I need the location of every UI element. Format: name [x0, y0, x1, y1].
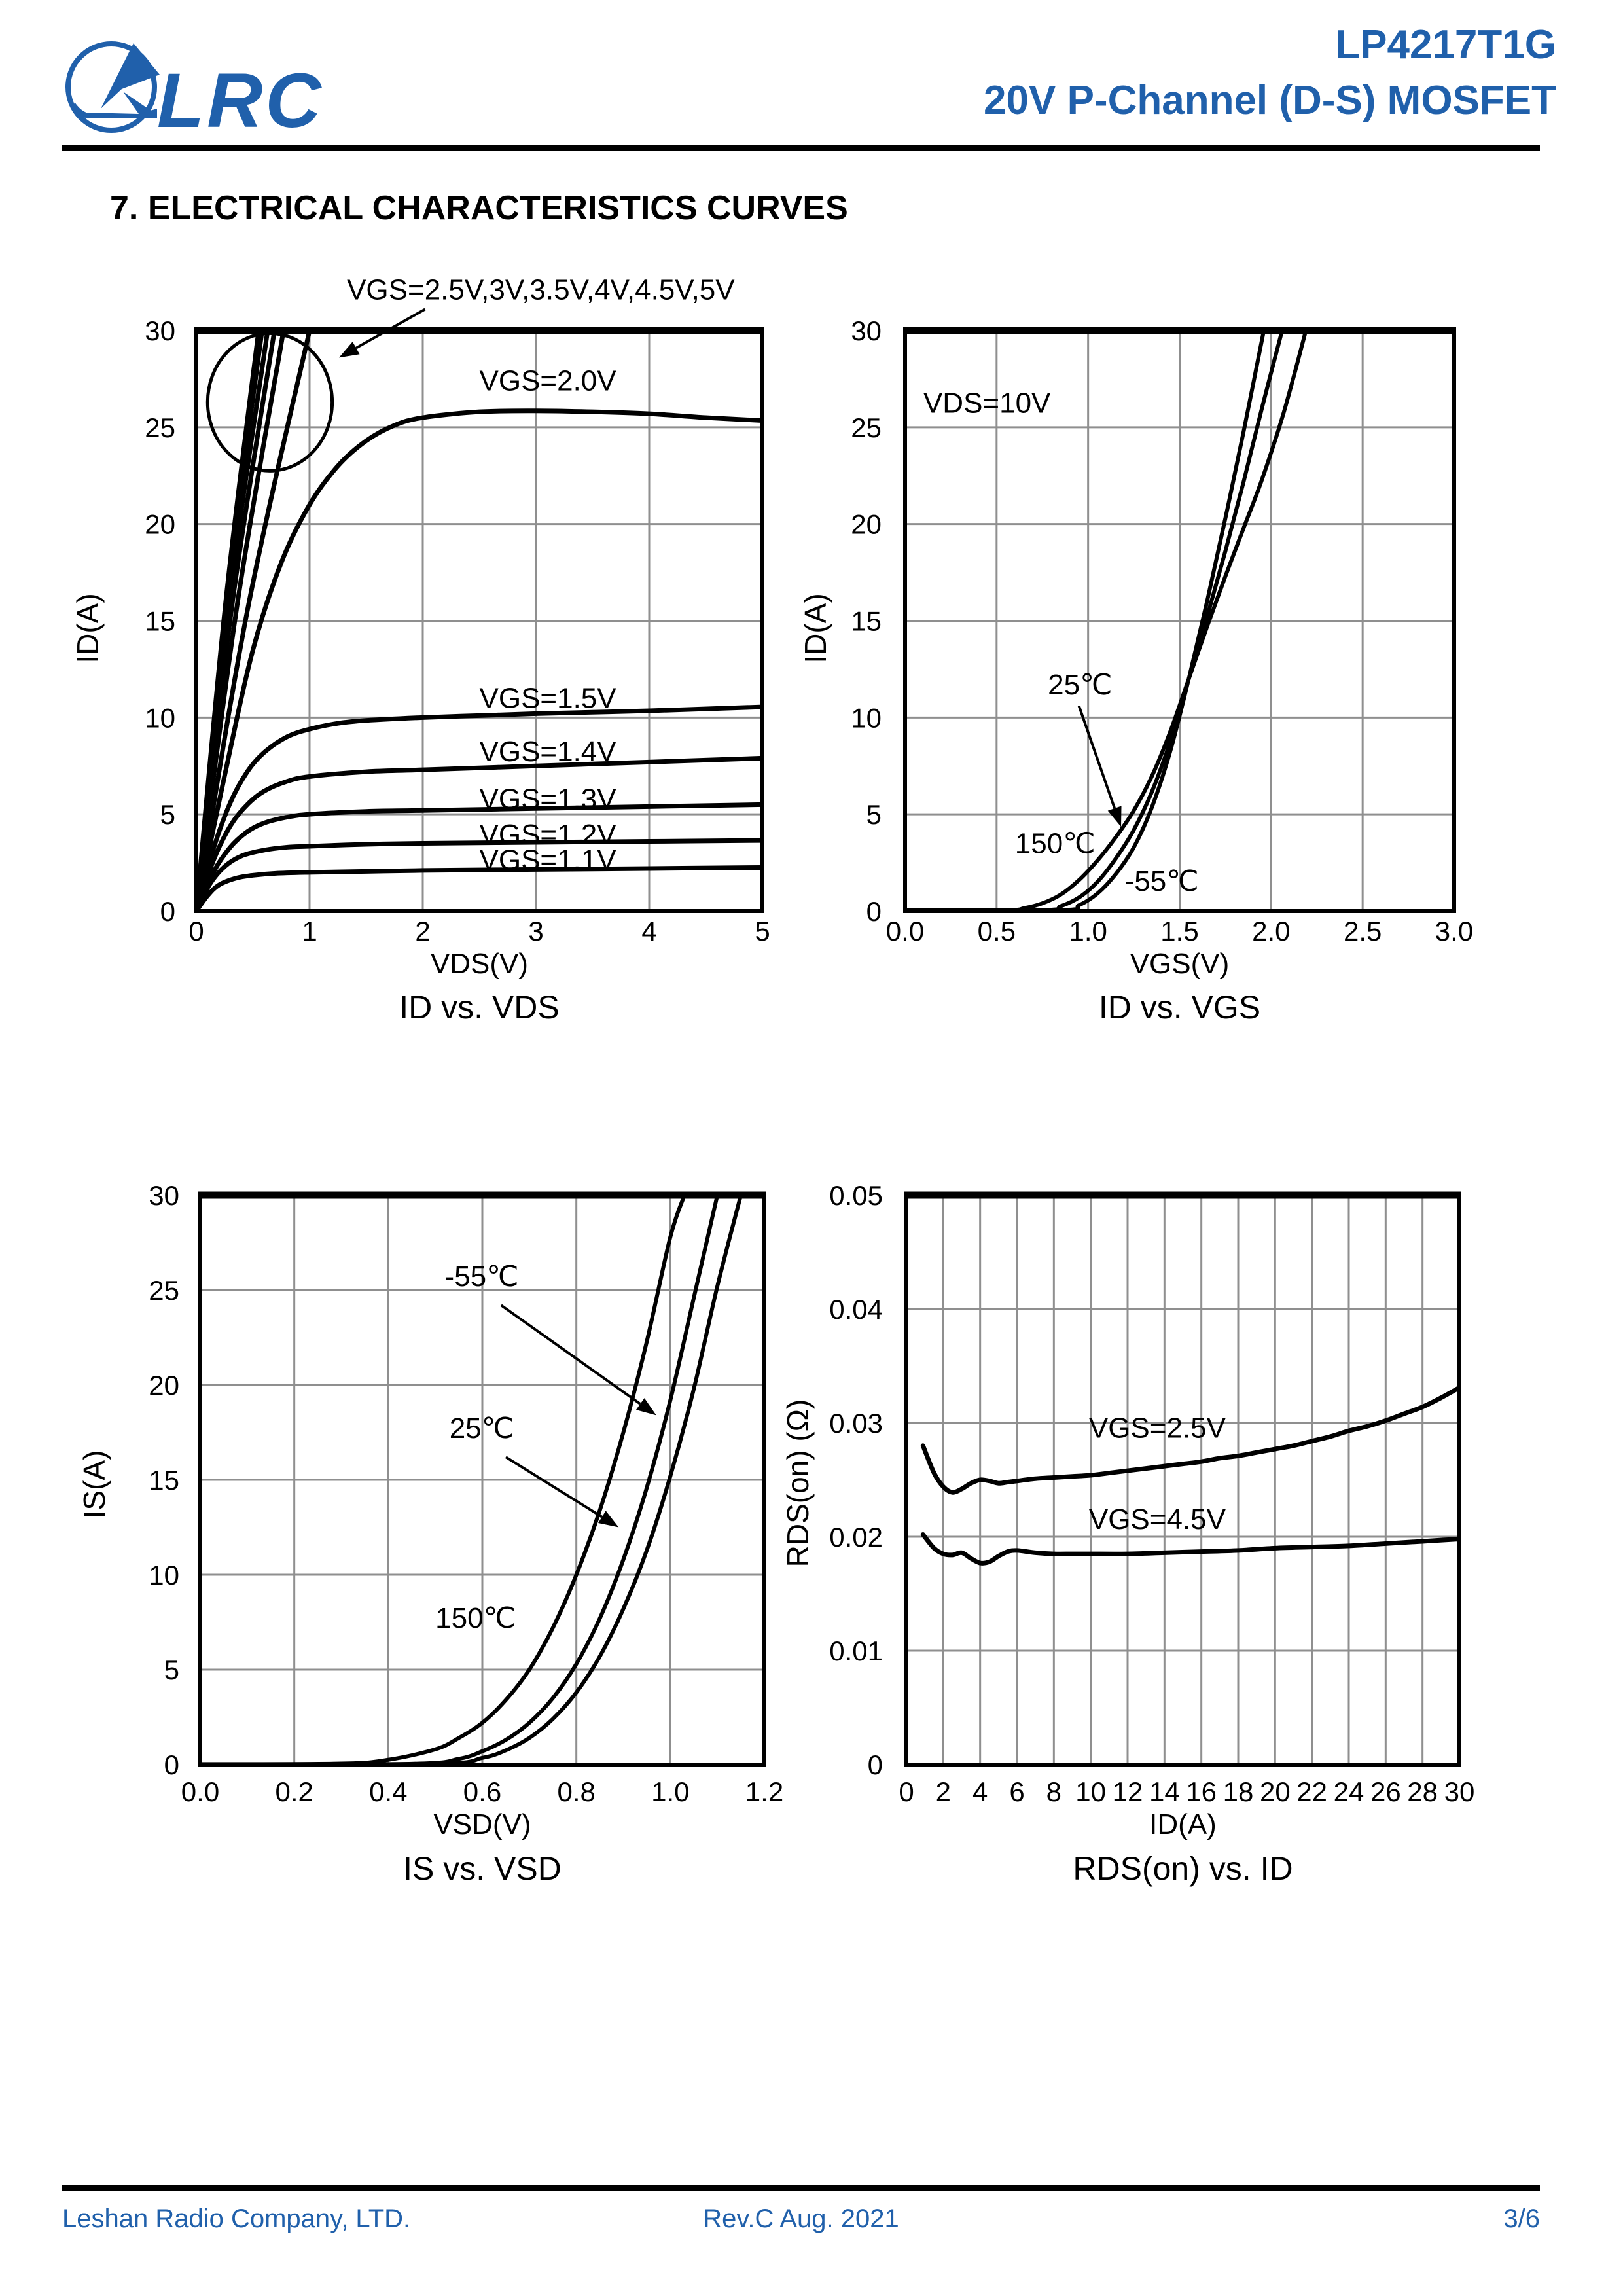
- y-tick-label: 0.05: [829, 1180, 883, 1211]
- x-tick-label: 0.0: [181, 1776, 220, 1807]
- x-axis-label: ID(A): [1149, 1808, 1217, 1840]
- x-tick-label: 10: [1075, 1776, 1107, 1807]
- footer-page-number: 3/6: [1503, 2204, 1540, 2233]
- curve-label: 150℃: [1014, 827, 1096, 860]
- y-tick-label: 30: [851, 315, 882, 346]
- x-tick-label: 0.6: [463, 1776, 502, 1807]
- curve-VGS=4.5V: [923, 1535, 1459, 1564]
- annotation-arrowhead: [636, 1398, 656, 1415]
- y-tick-label: 20: [145, 509, 175, 540]
- x-tick-label: 0.5: [977, 916, 1016, 946]
- curve-label: VGS=2.5V: [1088, 1412, 1226, 1444]
- x-axis-label: VGS(V): [1130, 948, 1230, 980]
- chart-id-vs-vgs: [798, 315, 1473, 1026]
- chart-caption: IS vs. VSD: [403, 1850, 562, 1887]
- x-tick-label: 0.2: [275, 1776, 313, 1807]
- curve-label: -55℃: [1124, 865, 1199, 897]
- x-tick-label: 0.0: [885, 916, 925, 946]
- x-tick-label: 6: [1009, 1776, 1025, 1807]
- chart-caption: ID vs. VGS: [1098, 989, 1261, 1026]
- y-tick-label: 0.01: [829, 1636, 883, 1666]
- y-tick-label: 10: [145, 702, 175, 734]
- x-tick-label: 30: [1444, 1776, 1475, 1807]
- chart-caption: ID vs. VDS: [399, 989, 560, 1026]
- x-tick-label: 1: [302, 916, 317, 946]
- y-tick-label: 25: [145, 412, 175, 443]
- x-tick-label: 3: [528, 916, 544, 946]
- y-tick-label: 5: [866, 799, 882, 831]
- y-tick-label: 5: [164, 1655, 179, 1685]
- annotation-arrow-line: [501, 1305, 641, 1404]
- curve-label: VGS=1.3V: [479, 783, 616, 816]
- x-tick-label: 2.5: [1343, 916, 1382, 946]
- x-tick-label: 1.0: [1069, 916, 1107, 946]
- curve-label: VGS=4.5V: [1088, 1503, 1226, 1535]
- x-tick-label: 0.8: [557, 1776, 596, 1807]
- annotation-arrowhead: [598, 1511, 618, 1527]
- y-tick-label: 0.04: [829, 1294, 883, 1325]
- y-tick-label: 20: [149, 1370, 179, 1401]
- curve-label: VGS=2.5V,3V,3.5V,4V,4.5V,5V: [347, 274, 735, 306]
- y-axis-label: IS(A): [77, 1450, 111, 1519]
- x-axis-label: VSD(V): [433, 1808, 531, 1840]
- x-tick-label: 0.4: [369, 1776, 408, 1807]
- footer-rule: [62, 2185, 1540, 2191]
- y-tick-label: 15: [149, 1465, 179, 1496]
- y-tick-label: 30: [149, 1180, 179, 1211]
- y-axis-label: RDS(on) (Ω): [781, 1399, 815, 1568]
- footer-company: Leshan Radio Company, LTD.: [62, 2204, 411, 2233]
- x-tick-label: 12: [1112, 1776, 1143, 1807]
- device-subtitle: 20V P-Channel (D-S) MOSFET: [984, 78, 1556, 123]
- y-tick-label: 15: [851, 605, 882, 637]
- annotation-arrow-line: [1079, 706, 1115, 808]
- x-tick-label: 14: [1149, 1776, 1180, 1807]
- x-tick-label: 1.2: [745, 1776, 784, 1807]
- curve-label: -55℃: [444, 1261, 519, 1293]
- logo-text: LRC: [157, 58, 324, 144]
- y-tick-label: 0: [164, 1749, 179, 1780]
- x-tick-label: 3.0: [1435, 916, 1474, 946]
- x-tick-label: 4: [972, 1776, 988, 1807]
- x-tick-label: 1.0: [651, 1776, 690, 1807]
- x-tick-label: 18: [1222, 1776, 1254, 1807]
- curve-label: VGS=2.0V: [479, 365, 616, 397]
- curve-label: VGS=1.2V: [479, 818, 616, 851]
- curve-label: 25℃: [449, 1412, 514, 1445]
- y-tick-label: 20: [851, 509, 882, 540]
- x-tick-label: 8: [1046, 1776, 1062, 1807]
- chart-is-vs-vsd: [77, 1180, 783, 1887]
- y-tick-label: 30: [145, 315, 175, 346]
- y-tick-label: 5: [160, 799, 175, 831]
- x-tick-label: 22: [1296, 1776, 1328, 1807]
- x-tick-label: 1.5: [1160, 916, 1199, 946]
- y-tick-label: 15: [145, 605, 175, 637]
- section-title: 7. ELECTRICAL CHARACTERISTICS CURVES: [110, 189, 848, 227]
- curve-label: 25℃: [1048, 668, 1113, 701]
- curve-label: 150℃: [435, 1602, 516, 1635]
- chart-caption: RDS(on) vs. ID: [1073, 1850, 1293, 1887]
- y-tick-label: 10: [149, 1560, 179, 1590]
- y-tick-label: 25: [851, 412, 882, 443]
- footer-revision: Rev.C Aug. 2021: [703, 2204, 899, 2233]
- x-tick-label: 2: [935, 1776, 952, 1807]
- annotation-arrow-line: [506, 1457, 602, 1516]
- x-tick-label: 4: [641, 916, 657, 946]
- chart-rdson-vs-id: [781, 1180, 1474, 1887]
- x-tick-label: 5: [755, 916, 770, 946]
- x-tick-label: 0: [188, 916, 204, 946]
- y-tick-label: 0: [866, 896, 882, 927]
- x-tick-label: 2: [415, 916, 431, 946]
- chart-id-vs-vds: [71, 274, 770, 1026]
- part-number: LP4217T1G: [1335, 22, 1556, 67]
- y-tick-label: 0: [867, 1749, 883, 1780]
- x-axis-label: VDS(V): [430, 948, 529, 980]
- x-tick-label: 2.0: [1252, 916, 1291, 946]
- y-tick-label: 25: [149, 1275, 179, 1306]
- annotation-arrowhead: [1108, 806, 1122, 827]
- curve-label: VGS=1.1V: [479, 844, 616, 876]
- x-tick-label: 24: [1333, 1776, 1364, 1807]
- curve-label: VDS=10V: [923, 387, 1051, 420]
- x-tick-label: 20: [1259, 1776, 1291, 1807]
- x-tick-label: 26: [1370, 1776, 1401, 1807]
- y-tick-label: 10: [851, 702, 882, 734]
- x-tick-label: 28: [1407, 1776, 1438, 1807]
- y-tick-label: 0: [160, 896, 175, 927]
- y-axis-label: ID(A): [798, 593, 832, 664]
- annotation-arrowhead: [339, 342, 360, 357]
- x-tick-label: 16: [1186, 1776, 1217, 1807]
- x-tick-label: 0: [899, 1776, 914, 1807]
- y-axis-label: ID(A): [71, 593, 105, 664]
- y-tick-label: 0.02: [829, 1522, 883, 1552]
- curve-label: VGS=1.5V: [479, 682, 616, 715]
- curve-label: VGS=1.4V: [479, 735, 616, 768]
- y-tick-label: 0.03: [829, 1408, 883, 1439]
